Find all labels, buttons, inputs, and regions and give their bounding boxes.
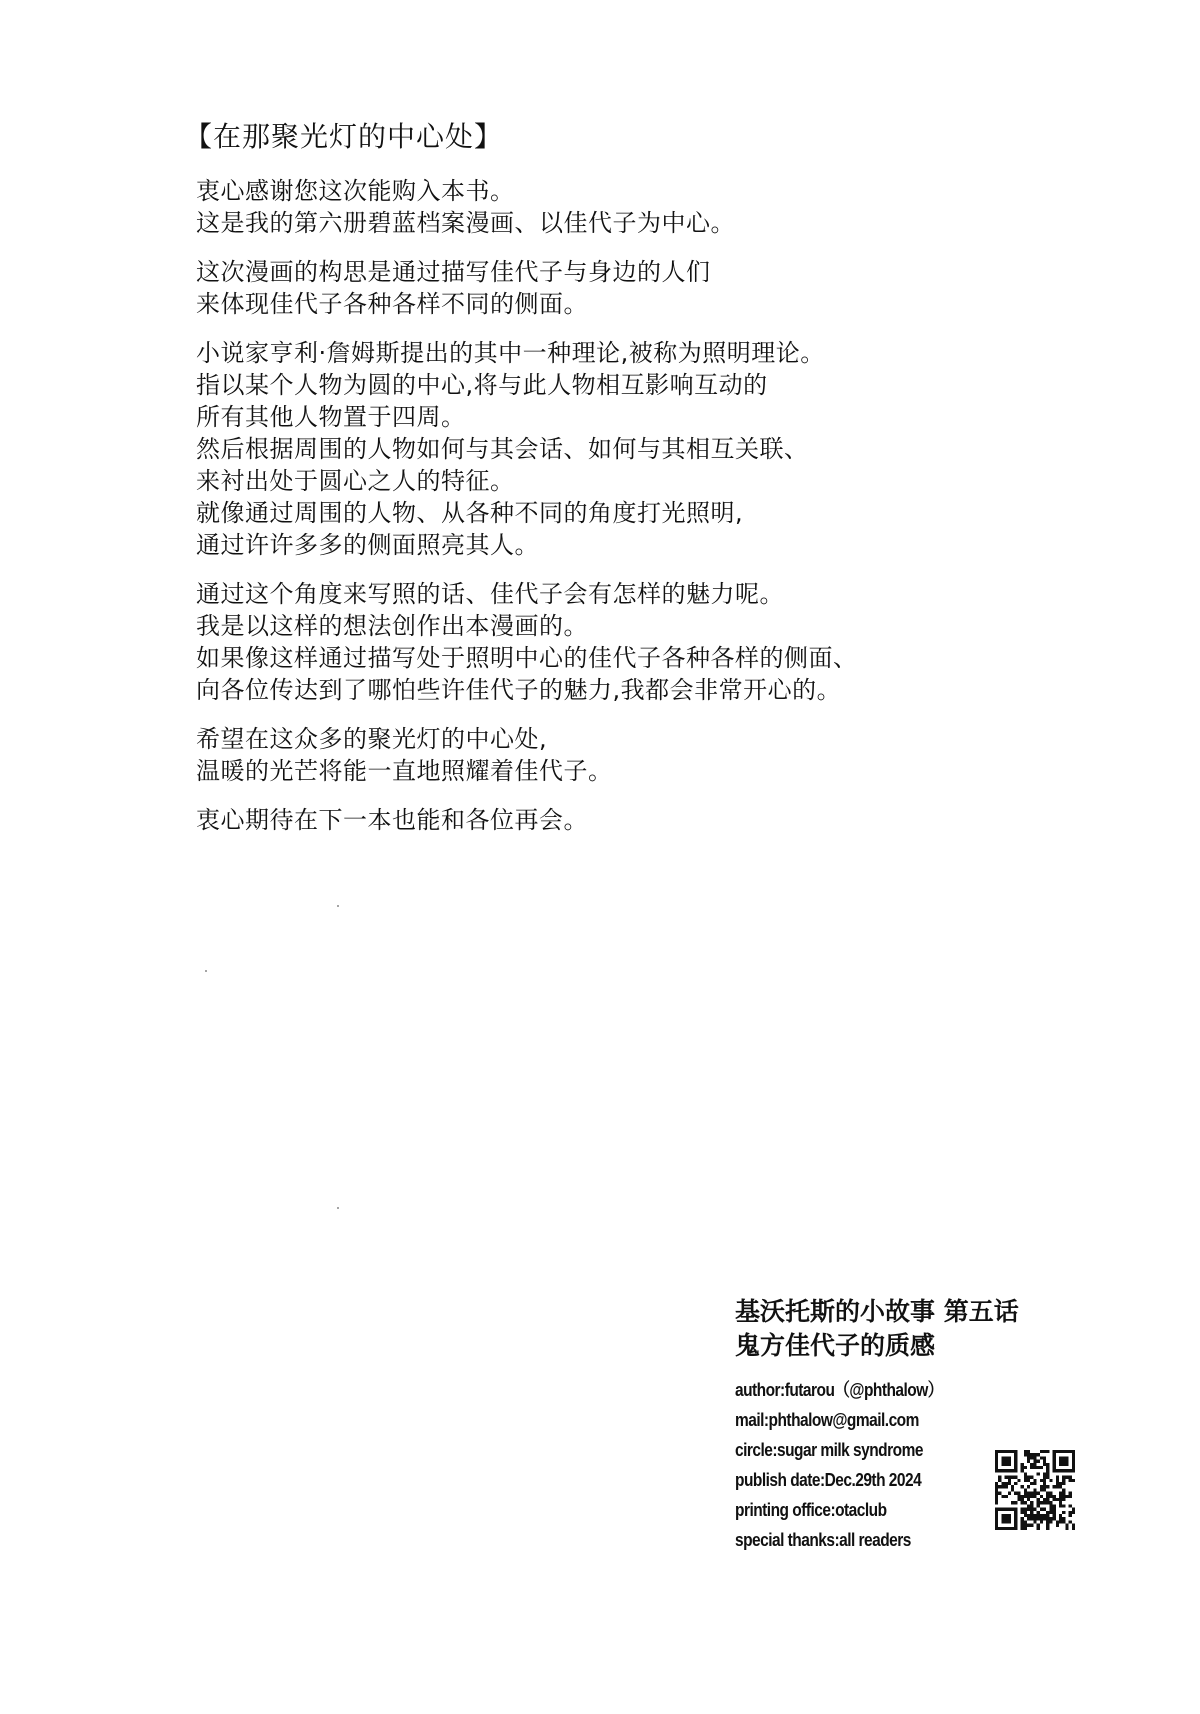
- qr-module: [1046, 1517, 1049, 1520]
- qr-module: [1053, 1504, 1056, 1507]
- qr-module: [1059, 1514, 1062, 1517]
- qr-module: [1017, 1479, 1020, 1482]
- text-line: 衷心感谢您这次能购入本书。: [196, 177, 515, 205]
- qr-module: [1030, 1482, 1033, 1485]
- qr-module: [1033, 1456, 1036, 1459]
- qr-module: [1024, 1520, 1027, 1523]
- qr-module: [1027, 1485, 1030, 1488]
- qr-module: [1040, 1520, 1043, 1523]
- qr-module: [1033, 1517, 1036, 1520]
- qr-module: [1046, 1485, 1049, 1488]
- qr-module: [1062, 1488, 1065, 1491]
- qr-module: [1056, 1482, 1059, 1485]
- qr-module: [1033, 1495, 1036, 1498]
- qr-module: [1059, 1482, 1062, 1485]
- qr-module: [1030, 1514, 1033, 1517]
- qr-module: [1059, 1517, 1062, 1520]
- qr-module: [1072, 1511, 1075, 1514]
- qr-module: [1030, 1492, 1033, 1495]
- qr-module: [1059, 1501, 1062, 1504]
- text-line: 然后根据周围的人物如何与其会话、如何与其相互关联、: [196, 435, 809, 463]
- paper-speck: [205, 970, 207, 972]
- qr-module: [1053, 1498, 1056, 1501]
- qr-module: [1056, 1524, 1059, 1527]
- text-line: 指以某个人物为圆的中心,将与此人物相互影响互动的: [196, 371, 768, 399]
- qr-module: [1053, 1495, 1056, 1498]
- qr-module: [1069, 1511, 1072, 1514]
- qr-module: [1033, 1482, 1036, 1485]
- qr-module: [1062, 1479, 1065, 1482]
- qr-module: [1021, 1527, 1024, 1530]
- qr-module: [1021, 1485, 1024, 1488]
- qr-module: [1021, 1469, 1024, 1472]
- qr-module: [1072, 1508, 1075, 1511]
- qr-module: [1056, 1479, 1059, 1482]
- qr-module: [1030, 1463, 1033, 1466]
- qr-module: [1024, 1472, 1027, 1475]
- qr-module: [1043, 1450, 1046, 1453]
- qr-module: [1037, 1514, 1040, 1517]
- qr-module: [1046, 1527, 1049, 1530]
- qr-module: [1043, 1460, 1046, 1463]
- qr-module: [1062, 1517, 1065, 1520]
- qr-module: [1053, 1485, 1056, 1488]
- qr-module: [1021, 1463, 1024, 1466]
- qr-module: [1027, 1508, 1030, 1511]
- qr-module: [1053, 1517, 1056, 1520]
- qr-module: [1049, 1504, 1052, 1507]
- qr-module: [1049, 1508, 1052, 1511]
- qr-module: [1037, 1492, 1040, 1495]
- qr-module: [998, 1476, 1001, 1479]
- qr-module: [1072, 1527, 1075, 1530]
- qr-module: [1072, 1479, 1075, 1482]
- qr-module: [1017, 1492, 1020, 1495]
- qr-module: [1027, 1504, 1030, 1507]
- qr-module: [1053, 1508, 1056, 1511]
- text-line: 所有其他人物置于四周。: [196, 403, 466, 431]
- qr-module: [1056, 1520, 1059, 1523]
- qr-module: [1033, 1453, 1036, 1456]
- qr-module: [1037, 1501, 1040, 1504]
- qr-module: [1062, 1520, 1065, 1523]
- credit-publish-date: publish date:Dec.29th 2024: [735, 1470, 922, 1490]
- qr-module: [1001, 1485, 1004, 1488]
- qr-module: [1033, 1460, 1036, 1463]
- qr-module: [1021, 1498, 1024, 1501]
- qr-module: [1005, 1482, 1008, 1485]
- qr-module: [1027, 1476, 1030, 1479]
- qr-module: [1001, 1482, 1004, 1485]
- qr-module: [1024, 1492, 1027, 1495]
- qr-module: [1062, 1504, 1065, 1507]
- qr-module: [1027, 1479, 1030, 1482]
- qr-module: [1005, 1476, 1008, 1479]
- paragraph-1: [196, 175, 1096, 239]
- qr-module: [1046, 1469, 1049, 1472]
- paper-speck: [337, 1207, 339, 1209]
- qr-module: [1024, 1514, 1027, 1517]
- qr-module: [1033, 1520, 1036, 1523]
- qr-code-icon: [995, 1450, 1075, 1530]
- qr-module: [1040, 1495, 1043, 1498]
- qr-module: [1046, 1466, 1049, 1469]
- qr-module: [1030, 1466, 1033, 1469]
- qr-module: [1033, 1508, 1036, 1511]
- credit-author: author:futarou（@phthalow）: [735, 1380, 943, 1400]
- qr-module: [1024, 1479, 1027, 1482]
- qr-module: [1021, 1466, 1024, 1469]
- qr-module: [995, 1482, 998, 1485]
- qr-module: [995, 1488, 998, 1491]
- qr-module: [1065, 1524, 1068, 1527]
- qr-module: [1024, 1488, 1027, 1491]
- qr-module: [995, 1485, 998, 1488]
- qr-module: [1069, 1476, 1072, 1479]
- qr-module: [1024, 1508, 1027, 1511]
- qr-module: [1008, 1492, 1011, 1495]
- paragraph-3: [196, 337, 1096, 561]
- qr-module: [1030, 1524, 1033, 1527]
- qr-module: [1040, 1508, 1043, 1511]
- qr-module: [1014, 1492, 1017, 1495]
- qr-module: [1040, 1517, 1043, 1520]
- qr-module: [998, 1485, 1001, 1488]
- qr-module: [1069, 1504, 1072, 1507]
- qr-module: [1059, 1485, 1062, 1488]
- qr-module: [998, 1479, 1001, 1482]
- qr-module: [1024, 1511, 1027, 1514]
- qr-module: [995, 1495, 998, 1498]
- qr-module: [1037, 1460, 1040, 1463]
- qr-module: [1027, 1460, 1030, 1463]
- qr-module: [1014, 1501, 1017, 1504]
- qr-module: [1040, 1485, 1043, 1488]
- qr-module: [1046, 1495, 1049, 1498]
- credit-mail: mail:phthalow@gmail.com: [735, 1410, 919, 1430]
- qr-module: [1030, 1504, 1033, 1507]
- qr-module: [1053, 1514, 1056, 1517]
- text-line: 温暖的光芒将能一直地照耀着佳代子。: [196, 757, 613, 785]
- qr-module: [1024, 1453, 1027, 1456]
- qr-module: [1033, 1488, 1036, 1491]
- qr-module: [1043, 1482, 1046, 1485]
- text-line: 就像通过周围的人物、从各种不同的角度打光照明,: [196, 499, 744, 527]
- qr-module: [1049, 1479, 1052, 1482]
- qr-module: [1011, 1488, 1014, 1491]
- qr-module: [1021, 1501, 1024, 1504]
- qr-module: [1027, 1524, 1030, 1527]
- qr-module: [995, 1501, 998, 1504]
- qr-module: [1024, 1527, 1027, 1530]
- paragraph-2: [196, 256, 1096, 320]
- qr-module: [1043, 1498, 1046, 1501]
- text-line: 来体现佳代子各种各样不同的侧面。: [196, 290, 588, 318]
- qr-module: [1021, 1508, 1024, 1511]
- qr-module: [1069, 1479, 1072, 1482]
- qr-module: [1046, 1520, 1049, 1523]
- qr-module: [1046, 1511, 1049, 1514]
- qr-module: [1046, 1514, 1049, 1517]
- credit-special-thanks: special thanks:all readers: [735, 1530, 911, 1550]
- qr-module: [1021, 1511, 1024, 1514]
- qr-module: [1040, 1514, 1043, 1517]
- qr-module: [1046, 1450, 1049, 1453]
- qr-module: [1059, 1492, 1062, 1495]
- qr-module: [1027, 1456, 1030, 1459]
- qr-module: [1024, 1476, 1027, 1479]
- qr-module: [1014, 1476, 1017, 1479]
- qr-module: [1043, 1508, 1046, 1511]
- qr-module: [1024, 1466, 1027, 1469]
- text-line: 通过这个角度来写照的话、佳代子会有怎样的魅力呢。: [196, 580, 784, 608]
- qr-module: [1030, 1495, 1033, 1498]
- qr-module: [1027, 1492, 1030, 1495]
- qr-module: [1024, 1495, 1027, 1498]
- qr-module: [1046, 1472, 1049, 1475]
- qr-module: [1011, 1485, 1014, 1488]
- qr-module: [995, 1492, 998, 1495]
- qr-module: [1008, 1482, 1011, 1485]
- qr-module: [1040, 1456, 1043, 1459]
- paragraph-4: [196, 578, 1096, 706]
- qr-module: [1011, 1501, 1014, 1504]
- qr-module: [1049, 1520, 1052, 1523]
- text-line: 希望在这众多的聚光灯的中心处,: [196, 725, 548, 753]
- qr-module: [1062, 1476, 1065, 1479]
- qr-module: [1062, 1492, 1065, 1495]
- qr-module: [1033, 1466, 1036, 1469]
- qr-module: [1043, 1501, 1046, 1504]
- qr-module: [1059, 1504, 1062, 1507]
- qr-module: [1046, 1476, 1049, 1479]
- qr-module: [1021, 1517, 1024, 1520]
- qr-module: [1037, 1527, 1040, 1530]
- qr-module: [1037, 1504, 1040, 1507]
- qr-module: [1043, 1517, 1046, 1520]
- qr-module: [1062, 1482, 1065, 1485]
- qr-module: [1030, 1501, 1033, 1504]
- qr-module: [1017, 1495, 1020, 1498]
- qr-module: [1024, 1450, 1027, 1453]
- qr-module: [1037, 1453, 1040, 1456]
- afterword: [184, 117, 1096, 853]
- qr-module: [1059, 1520, 1062, 1523]
- qr-module: [1011, 1476, 1014, 1479]
- text-line: 如果像这样通过描写处于照明中心的佳代子各种各样的侧面、: [196, 644, 858, 672]
- qr-module: [1008, 1476, 1011, 1479]
- qr-module: [1056, 1485, 1059, 1488]
- qr-module: [1043, 1463, 1046, 1466]
- qr-module: [1040, 1488, 1043, 1491]
- text-line: 通过许许多多的侧面照亮其人。: [196, 531, 539, 559]
- qr-module: [1069, 1495, 1072, 1498]
- colophon-series-title: 基沃托斯的小故事 第五话: [735, 1297, 1019, 1326]
- qr-module: [1024, 1501, 1027, 1504]
- qr-module: [1037, 1524, 1040, 1527]
- text-line: 这是我的第六册碧蓝档案漫画、以佳代子为中心。: [196, 209, 735, 237]
- qr-module: [1021, 1495, 1024, 1498]
- text-line: 我是以这样的想法创作出本漫画的。: [196, 612, 588, 640]
- qr-module: [1065, 1527, 1068, 1530]
- qr-module: [1001, 1495, 1004, 1498]
- qr-module: [1049, 1495, 1052, 1498]
- qr-module: [1030, 1508, 1033, 1511]
- qr-module: [1030, 1476, 1033, 1479]
- paragraph-6: [196, 804, 1096, 836]
- qr-module: [1037, 1472, 1040, 1475]
- qr-module: [1046, 1492, 1049, 1495]
- qr-module: [1046, 1524, 1049, 1527]
- qr-module: [1046, 1463, 1049, 1466]
- paper-speck: [337, 905, 339, 907]
- colophon-book-title: 鬼方佳代子的质感: [735, 1331, 936, 1360]
- text-line: 这次漫画的构思是通过描写佳代子与身边的人们: [196, 258, 711, 286]
- qr-module: [1017, 1498, 1020, 1501]
- qr-module: [1027, 1498, 1030, 1501]
- qr-module: [1069, 1514, 1072, 1517]
- qr-module: [1037, 1466, 1040, 1469]
- qr-module: [1033, 1463, 1036, 1466]
- qr-module: [995, 1498, 998, 1501]
- qr-module: [1043, 1514, 1046, 1517]
- afterword-title: 【在那聚光灯的中心处】: [184, 120, 504, 153]
- qr-module: [1065, 1495, 1068, 1498]
- text-line: 小说家亨利·詹姆斯提出的其中一种理论,被称为照明理论。: [196, 339, 825, 367]
- qr-module: [1059, 1495, 1062, 1498]
- qr-module: [1027, 1514, 1030, 1517]
- qr-module: [1069, 1492, 1072, 1495]
- qr-module: [998, 1492, 1001, 1495]
- qr-module: [1030, 1456, 1033, 1459]
- qr-module: [1024, 1524, 1027, 1527]
- qr-module: [1062, 1511, 1065, 1514]
- qr-module: [1005, 1485, 1008, 1488]
- qr-module: [1043, 1472, 1046, 1475]
- qr-module: [1027, 1453, 1030, 1456]
- qr-module: [1043, 1456, 1046, 1459]
- qr-module: [1040, 1479, 1043, 1482]
- qr-module: [1053, 1511, 1056, 1514]
- qr-module: [1049, 1501, 1052, 1504]
- qr-module: [1072, 1524, 1075, 1527]
- qr-module: [1040, 1466, 1043, 1469]
- qr-module: [1043, 1485, 1046, 1488]
- qr-module: [1030, 1511, 1033, 1514]
- paragraph-5: [196, 723, 1096, 787]
- qr-module: [1040, 1501, 1043, 1504]
- qr-module: [1049, 1511, 1052, 1514]
- qr-module: [1069, 1520, 1072, 1523]
- qr-module: [1043, 1479, 1046, 1482]
- qr-module: [1021, 1524, 1024, 1527]
- qr-module: [1046, 1498, 1049, 1501]
- qr-module: [1008, 1479, 1011, 1482]
- qr-module: [1059, 1498, 1062, 1501]
- qr-module: [1040, 1450, 1043, 1453]
- qr-module: [1037, 1498, 1040, 1501]
- qr-module: [1033, 1492, 1036, 1495]
- text-line: 衷心期待在下一本也能和各位再会。: [196, 806, 588, 834]
- qr-module: [1056, 1498, 1059, 1501]
- qr-module: [1049, 1492, 1052, 1495]
- qr-module: [1056, 1476, 1059, 1479]
- qr-module: [1005, 1495, 1008, 1498]
- text-line: 向各位传达到了哪怕些许佳代子的魅力,我都会非常开心的。: [196, 676, 842, 704]
- credit-circle: circle:sugar milk syndrome: [735, 1440, 923, 1460]
- qr-module: [1027, 1450, 1030, 1453]
- qr-module: [1043, 1476, 1046, 1479]
- qr-module: [1030, 1453, 1033, 1456]
- qr-module: [1027, 1495, 1030, 1498]
- qr-module: [1062, 1498, 1065, 1501]
- qr-module: [1062, 1495, 1065, 1498]
- qr-module: [1037, 1517, 1040, 1520]
- qr-module: [1021, 1520, 1024, 1523]
- qr-module: [1027, 1517, 1030, 1520]
- qr-module: [1049, 1517, 1052, 1520]
- text-line: 来衬出处于圆心之人的特征。: [196, 467, 515, 495]
- qr-module: [1030, 1517, 1033, 1520]
- qr-module: [1033, 1479, 1036, 1482]
- credit-printing-office: printing office:otaclub: [735, 1500, 887, 1520]
- qr-module: [1037, 1511, 1040, 1514]
- qr-module: [1046, 1501, 1049, 1504]
- qr-module: [1014, 1482, 1017, 1485]
- qr-module: [1043, 1488, 1046, 1491]
- qr-module: [1033, 1514, 1036, 1517]
- qr-module: [1065, 1476, 1068, 1479]
